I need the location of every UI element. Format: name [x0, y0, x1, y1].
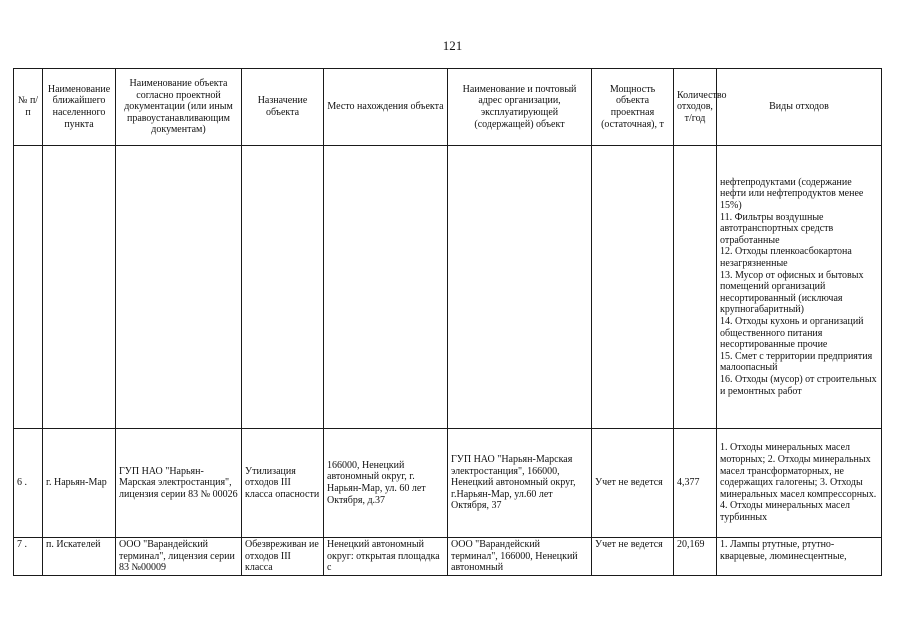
header-num: № п/п [14, 69, 43, 146]
cell-object-name: ООО "Варандейский терминал", лицензия серии 83 №00009 [116, 538, 242, 576]
table-row [14, 429, 882, 538]
header-location: Место нахождения объекта [324, 69, 448, 146]
cell-empty [116, 146, 242, 429]
cell-waste-types: 1. Отходы минеральных масел моторных; 2. Отходы минеральных масел трансформаторных, не содержащих галогены; 3. Отходы минеральных масел компрессорных. 4. Отходы минеральных масел турбинных [717, 429, 882, 538]
cell-empty [448, 146, 592, 429]
header-quantity: Количество отходов, т/год [674, 69, 717, 146]
cell-num: 7 . [14, 538, 43, 576]
page-number: 121 [442, 38, 463, 53]
waste-item: 12. Отходы пленкоасбокартона незагрязненные [720, 246, 852, 270]
header-purpose: Назначение объекта [242, 69, 324, 146]
header-capacity: Мощность объекта проектная (остаточная), т [592, 69, 674, 146]
waste-item: 11. Фильтры воздушные автотранспортных средств отработанные [720, 211, 834, 246]
waste-item: нефтепродуктами (содержание нефти или нефтепродуктов менее 15%) [720, 176, 864, 212]
cell-waste-types-continued [717, 146, 882, 429]
cell-object-name: ГУП НАО "Нарьян-Марская электростанция", лицензия серии 83 № 00026 [116, 429, 242, 538]
header-operator: Наименование и почтовый адрес организации, эксплуатирующей (содержащей) объект [448, 69, 592, 146]
cell-empty [242, 146, 324, 429]
cell-empty [592, 146, 674, 429]
header-settlement: Наименование ближайшего населенного пункта [43, 69, 116, 146]
table-row-continuation [14, 146, 882, 429]
cell-location: Ненецкий автономный округ: открытая площадка с [324, 538, 448, 576]
header-waste-types: Виды отходов [717, 69, 882, 146]
cell-settlement: п. Искателей [43, 538, 116, 576]
cell-empty [674, 146, 717, 429]
cell-settlement: г. Нарьян-Мар [43, 429, 116, 538]
table-row [14, 538, 882, 576]
cell-empty [43, 146, 116, 429]
cell-operator: ГУП НАО "Нарьян-Марская электростанция", 166000, Ненецкий автономный округ, г.Нарьян-Мар, ул.60 лет Октября, 37 [448, 429, 592, 538]
cell-waste-types: 1. Лампы ртутные, ртутно-кварцевые, люминесцентные, [717, 538, 882, 576]
cell-purpose: Утилизация отходов III класса опасности [242, 429, 324, 538]
cell-capacity: Учет не ведется [592, 538, 674, 576]
waste-item: 14. Отходы кухонь и организаций общественного питания несортированные прочие [720, 315, 864, 351]
cell-empty [324, 146, 448, 429]
table-header-row [14, 69, 882, 146]
cell-location: 166000, Ненецкий автономный округ, г. Нарьян-Мар, ул. 60 лет Октября, д.37 [324, 429, 448, 538]
cell-num: 6 . [14, 429, 43, 538]
cell-capacity: Учет не ведется [592, 429, 674, 538]
cell-operator: ООО "Варандейский терминал", 166000, Ненецкий автономный [448, 538, 592, 576]
header-object-name: Наименование объекта согласно проектной документации (или иным правоустанавливающим документам) [116, 69, 242, 146]
waste-item: 13. Мусор от офисных и бытовых помещений организаций несортированный (исключая крупногабаритный) [720, 269, 864, 316]
cell-purpose: Обезвреживан ие отходов III класса [242, 538, 324, 576]
waste-item: 15. Смет с территории предприятия малоопасный [720, 350, 873, 374]
cell-quantity: 20,169 [674, 538, 717, 576]
cell-quantity: 4,377 [674, 429, 717, 538]
waste-facility-table [13, 68, 882, 576]
waste-item: 16. Отходы (мусор) от строительных и ремонтных работ [720, 373, 877, 397]
cell-empty [14, 146, 43, 429]
